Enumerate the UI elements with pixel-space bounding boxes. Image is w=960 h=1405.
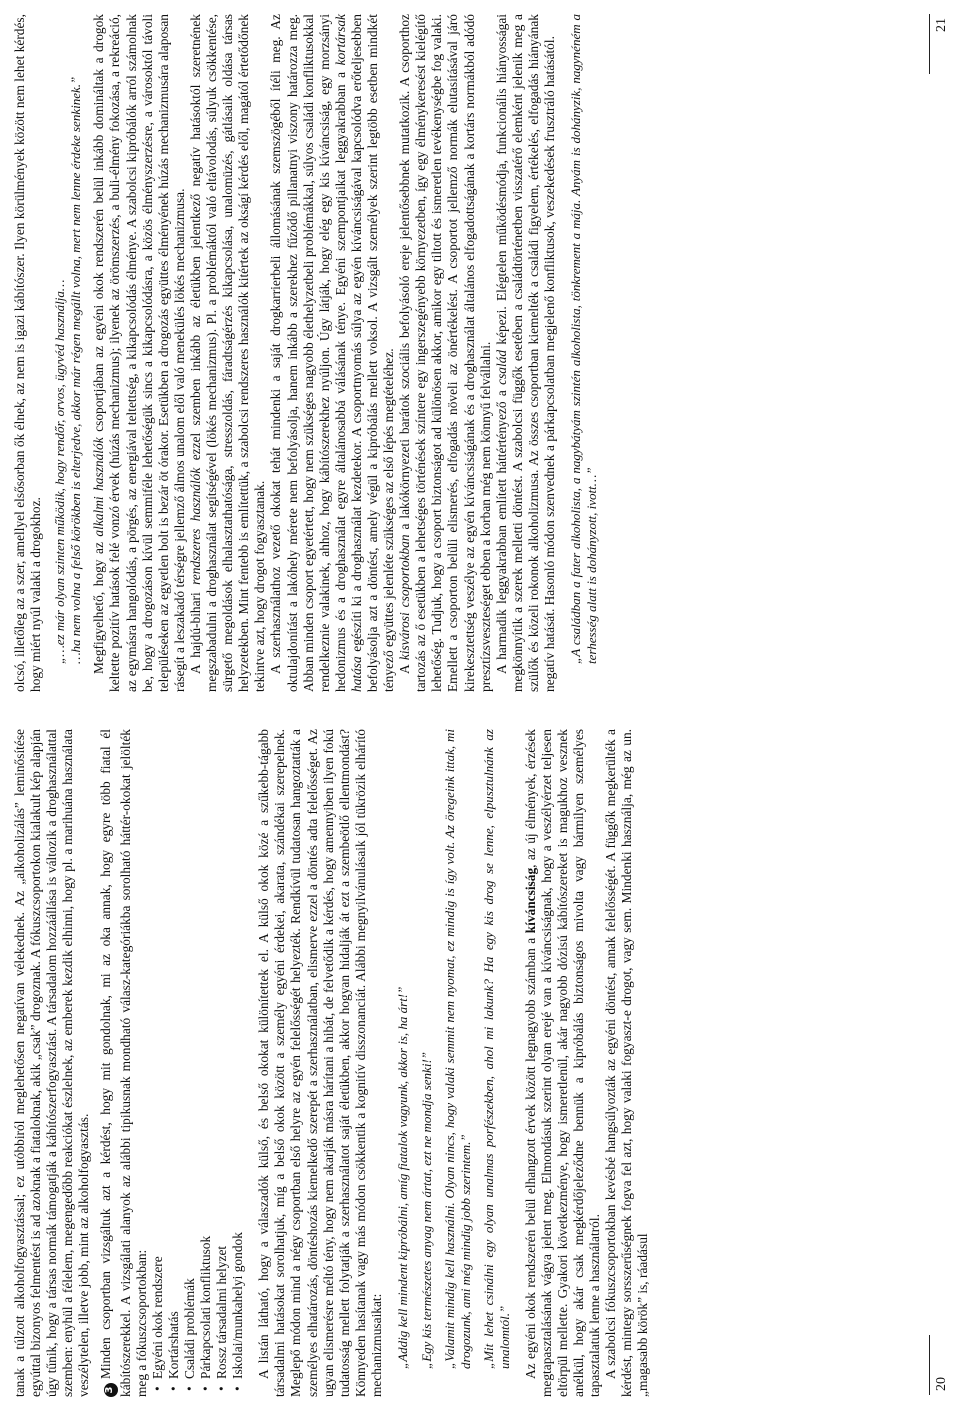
p4-emphasis: kisvárosi csoportokban (397, 534, 413, 661)
curiosity-text-end: , az új élmények, érzések megtapasztalásának vágya jelent meg. Elmondásuk szerint olyan erejé van a kíváncsiságnak, hogy a veszélyérzet teljesen eltörpül mellette. Gyakori következménye, hogy ismeretlenül, akár nagyobb dózisú kábítószereket is magukhoz vesznek anélkül, hogy akár csak megkérdőjeleződne bennük a kipróbálás biztonságos mivolta vagy bármilyen személyes tapasztalatuk lenne a használatról. (522, 729, 602, 1397)
left-page (0, 715, 960, 1405)
quote-4: „Mit lehet csinálni egy olyan unalmas porfészekben, ahol mi lakunk? Ha egy kis drog se lenne, elpusztulnánk az unalomtól.” (481, 729, 512, 1369)
p4-end: a lakókörnyezeti barátok szociális befolyásoló ereje jelentősebbnek mutatkozik. A csoporthoz tartozás az ő esetükben a lehetséges történések színtere egy ingerszegényebb környezetben, így egy élménykeresést kielégítő lehetőség. Tudjuk, hogy a csoport biztonságot ad különösen akkor, amikor egy tiltott és ismeretlen tevékenységbe fog valaki. Emellett a csoporton belüli elismerés, elfogadás növeli az önértékelést. A csoportot jellemző normák elutasításával járó kirekesztettség veszélye az egyén kíváncsiságának és a droghasználat általános elfogadottságának a kortárs normákból adódó presztízsveszteséget ebben a korban még nem könnyű felvállalni. (397, 14, 493, 692)
p5-end: képezi. Elégtelen működésmódja, funkcionális hiányosságai megkönnyítik a szerek melletti döntést. A szabolcsi függők esetében a családtörténetben visszatérő elemként jelenik meg a szülők és közeli rokonok alkoholizmusa. Az összes csoportban kiemelték a családi figyelem, értékelés, elfogadás hiányának negatív hatását. Hasonló módon szenvednek a párkapcsolatban megjelenő konfliktusok, veszekedések frusztráló hatásától. (493, 13, 557, 692)
curiosity-paragraph (523, 729, 603, 1397)
p2-end: ezzel szemben inkább az életükben jelentkező negatív hatásoktól szeretnének megszabadulni a droghasználat segítségével (lökés mechanizmus). Pl. a problémáktól való eltávolodás, súlyuk csökkentése, sürgető megoldások elhalasztathatósága, stresszoldás, fáradtságérzés kikapcsolása, unalomüzés, gátlásaik oldása társas helyzetekben. Mint fentebb is említettük, a szabolcsi rendszeres használók kitértek az okságí kérdés elől, magától értetődőnek tekintve azt, hogy drogot fogyasztanak. (187, 14, 268, 692)
right-page-text (12, 14, 607, 692)
causes-paragraph (268, 14, 397, 692)
cause-category-list (150, 729, 247, 1397)
quote-a-1: „…ez már olyan szinten működik, hogy rendőr, orvos, ügyvéd használja… (52, 279, 68, 664)
quote-a-2: …ha nem volna a felső körökben is elterjedve, akkor már régen megállt volna, mert nem lenne érdeke senkinek.” (67, 76, 83, 664)
quote-b: „A családban a fater alkoholista, a nagybátyám szintén alkoholista, tönkrement a mája. Anyám is dohányzik, nagynéném a terhesség alatt is dohányzott, ivott…” (568, 14, 599, 664)
regular-users-paragraph (188, 14, 268, 692)
p3-start: A szerhasználathoz vezető okokat tehát mindenki a saját drogkarrierbeli állomásának szemszögéből ítéli meg. Az oktulajdonítást a lakóhely mérete nem befolyásolja, hanem inkább a szerekhez fűződő pillanatnyi viszony határozza meg. Abban minden csoport egyetértett, hogy nem szükséges nagyobb élethelyzetbeli problémákkal, súlyos családi konfliktusokkal rendelkeznie valakinek, ahhoz, hogy kábítószerekhez nyúljon. Úgy látják, hogy elég egy kis kíváncsiság, egy morzsányi hedonizmus és a droghasználat egyre általánosabbá válásának ténye. Egyéni szempontjaikat leggyakrabban a (268, 14, 348, 692)
p1-emphasis: alkalmi használók (91, 437, 107, 537)
page-number-rule (929, 14, 930, 74)
curiosity-keyword: kíváncsiság (522, 867, 538, 934)
circled-number-3-icon: 3 (104, 1383, 118, 1397)
occasional-users-paragraph (91, 14, 188, 692)
p4-start: A (397, 660, 413, 674)
p3-end: egészíti ki a droghasználat kezdetekor. A csoportnyomás súlya az egyén kíváncsiságával kapcsolódva erőteljesebben befolyásolja azt a döntést, amely végül a kipróbálás mellett voksol. A vizsgált személyek szerint legtöbb esetben mindkét tényező együttes jelenléte szükséges az első lépés megtételéhez. (348, 14, 397, 692)
list-item: • Családi problémák (182, 729, 198, 1391)
family-paragraph (494, 14, 558, 692)
quote-2: „Egy kis természetes anyag nem ártat, ezt ne mondja senki!” (418, 1051, 434, 1369)
list-item: • Párkapcsolati konfliktusok (198, 729, 214, 1391)
left-page-text (12, 729, 651, 1397)
p1-start: Megfigyelhető, hogy az (91, 536, 107, 674)
p2-start: A hajdú-bihari (187, 584, 203, 674)
list-item: • Kortárshatás (166, 729, 182, 1391)
p3-emphasis: kortársak hatása (332, 14, 364, 692)
page-number: 20 (934, 1377, 949, 1391)
quote-1: „Addig kell mindent kipróbálni, amíg fiatalok vagyunk, akkor is, ha árt!” (395, 986, 411, 1369)
section-3-paragraph (98, 729, 149, 1397)
p5-start: A harmadik leggyakrabban említett háttértényező a (493, 384, 509, 674)
list-item: • Rossz társadalmi helyzet (214, 729, 230, 1391)
quote-3: „Valamit mindig kell használni. Olyan nincs, hogy valaki semmit nem nyomat, ez mindig is így volt. Az öregeink ittak, mi drogozunk, ami még mindig jobb szerintem.” (442, 729, 473, 1369)
page-number-rule (929, 1335, 930, 1395)
p2-emphasis: rendszeres használók (187, 467, 203, 585)
p5-emphasis: család (493, 349, 509, 385)
section-3-text: Minden csoportban vizsgáltuk azt a kérdést, hogy mit gondolnak, mi az oka annak, hogy egyre több fiatal él kábítószerekkel. A vizsgálati alanyok az alábbi tipikusnak mondható válasz-kategóriákba sorolható háttér-okokat jelölték meg a fókuszcsoportokban: (98, 729, 149, 1397)
page-number: 21 (934, 18, 949, 32)
list-item: • Iskolai/munkahelyi gondok (230, 729, 246, 1391)
p1-end: csoportjában az egyéni okok rendszerén belül inkább domináltak a drogok keltette pozitív hatások felé vonzó érvek (húzás mechanizmus); ilyenek az örömszerzés, a buli-élmény fokozása, a rekreáció, az egymásra hangolódás, a pörgés, az energiával teltettség, a kikapcsolódás élménye. A szabolcsi kipróbálók arról számolnak be, hogy a drogozáson kívül semmiféle lehetőségük sincs a kikapcsolódásra, a közös élményszerzésre, a városoktól távoli településeken az egyetlen bolt is bezár öt órakor. Esetükben a drogozás együttes élményének húzás mechanizmusára alaposan rásegít a leszakadó térségre jellemző álmos unalom elől való menekülés lökés mechanizmusa. (91, 14, 187, 692)
list-item: • Egyéni okok rendszere (150, 729, 166, 1391)
intro-paragraph: tanak a túlzott alkoholfogyasztással; ez utóbbiról meglehetősen negatívan vélekednek. Az „alkoholizálás” leminősítése egyúttal bizonyos felmentést is ad azoknak a fiataloknak, akik „csak” drogoznak. A fókuszcsoportokon kialakult kép alapján úgy tűnik, hogy a társas normák támogatják a kábítószerfogyasztást. A társadalom hozzáállása is változik a droghasználattal szemben: enyhül a félelem, megengedőbb reakciókat észlelnek, az emberek kezdik elhinni, hogy pl. a marihuána használata veszélytelen, illetve jobb, mint az alkoholfogyasztás. (12, 729, 92, 1397)
continuation-paragraph: olcsó, illetőleg az a szer, amellyel elsősorban ők élnek, az nem is igazi kábítószer. Ilyen körülmények között nem lehet kérdés, hogy miért nyúl valaki a drogokhoz. (12, 14, 44, 692)
small-town-paragraph (397, 14, 494, 692)
szabolcs-paragraph: A szabolcsi fókuszcsoportokban kevésbé hangsúlyozták az egyéni döntést, annak felelősségét. A függők megkerülték a kérdést, mintegy sorsszerűségnek fogva fel azt, hogy valaki fogyaszt-e drogot, vagy sem. Mindenki használja, még az un. „magasabb körök” is, ráadásul (603, 729, 651, 1397)
external-internal-paragraph: A listán látható, hogy a válaszadók külső, és belső okokat különítettek el. A külső okok közé a szűkebb-tágabb társadalmi hatásokat sorolhatjuk, míg a belső okok között a személy egyéni érdekei, akarata, szándékai szerepelnek. Meglepő módon mind a négy csoportban első helyre az egyén felelősségét helyezték. Rendkívül tudatosan hangoztatták a személyes elhatározás, döntéshozás kiemelkedő szerepét a szerhasználatban, elismerve ezzel a döntés adta felelősséget. Az ugyan elismerésre méltó tény, hogy nem akarják másra hárítani a hibát, de felvetődik a kérdés, hogy amennyiben ilyen fokú tudatosság mellett folytatják a szerhasználatot saját életükben, akkor hogyan hidalják át ezt a szembeötlő ellentmondást? Könnyeden hasítanak vagy más módon csökkentik a kognitív disszonanciát. Alábbi megnyilvánulásaik jól tükrözik elhárító mechanizmusaikat: (256, 729, 384, 1397)
curiosity-text-start: Az egyéni okok rendszerén belül elhangzott érvek között legnagyobb számban a (522, 933, 538, 1379)
right-page (0, 0, 960, 700)
